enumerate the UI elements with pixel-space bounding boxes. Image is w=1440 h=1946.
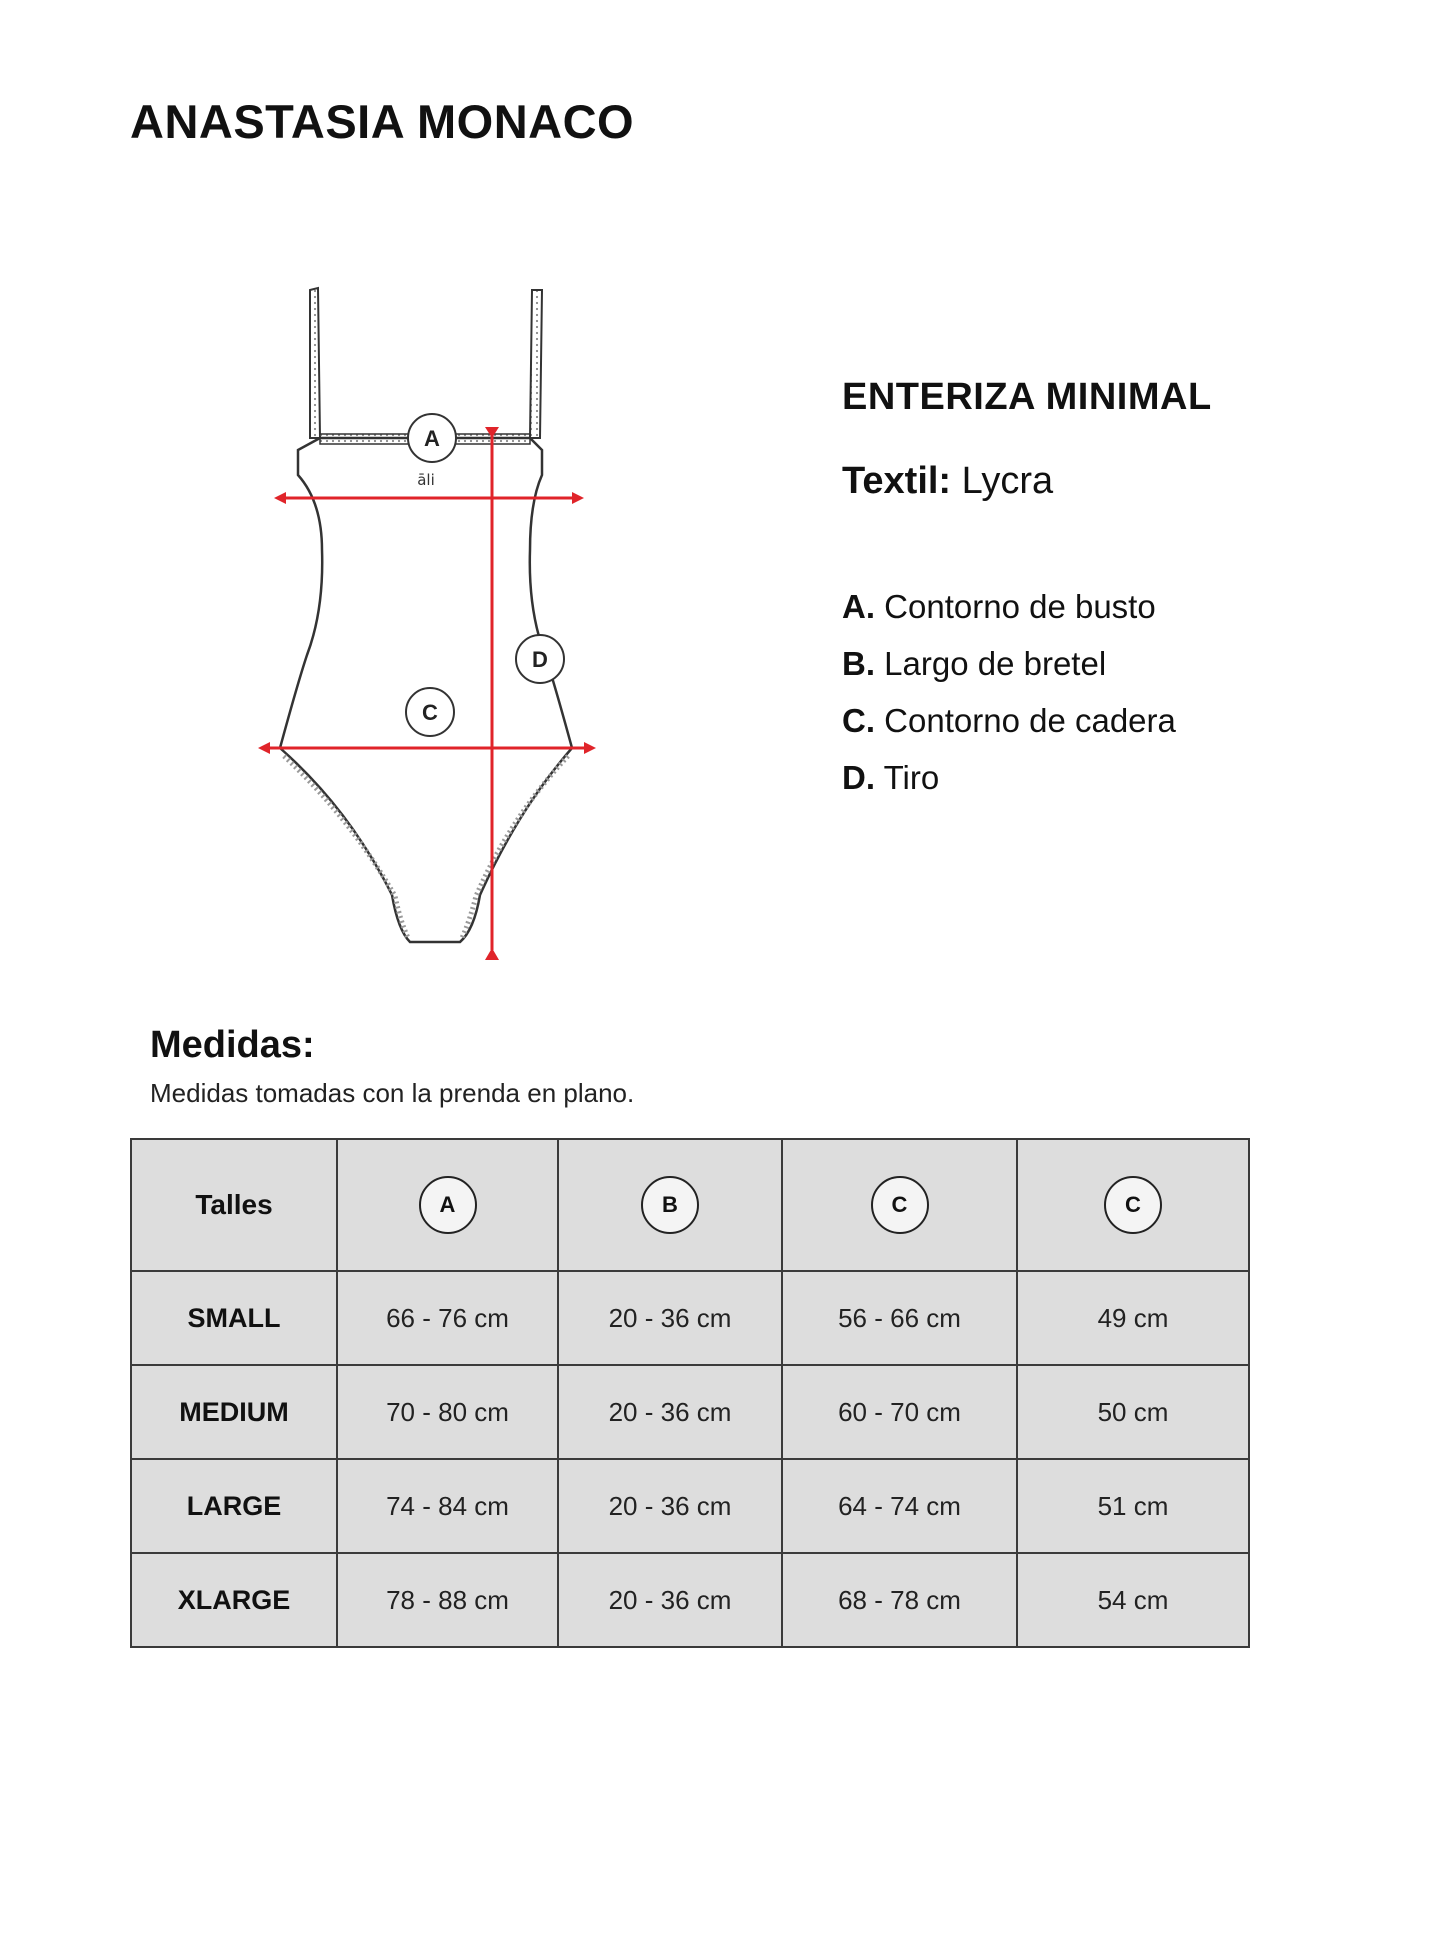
table-cell: 68 - 78 cm bbox=[782, 1553, 1017, 1647]
label-c-marker bbox=[406, 688, 454, 736]
table-row bbox=[131, 1553, 1249, 1647]
table-row bbox=[131, 1365, 1249, 1459]
logo-mark: āli bbox=[417, 471, 435, 489]
table-cell: 20 - 36 cm bbox=[558, 1271, 782, 1365]
table-cell: 20 - 36 cm bbox=[558, 1553, 782, 1647]
svg-text:D: D bbox=[532, 647, 548, 672]
column-header-a: A bbox=[337, 1139, 558, 1271]
table-cell: 54 cm bbox=[1017, 1553, 1249, 1647]
table-cell: 78 - 88 cm bbox=[337, 1553, 558, 1647]
table-cell: 20 - 36 cm bbox=[558, 1365, 782, 1459]
measurements-heading bbox=[150, 1026, 634, 1106]
label-a-marker bbox=[408, 414, 456, 462]
size-cell: XLARGE bbox=[131, 1553, 337, 1647]
table-cell: 49 cm bbox=[1017, 1271, 1249, 1365]
product-info bbox=[842, 378, 1362, 818]
table-cell: 51 cm bbox=[1017, 1459, 1249, 1553]
size-table bbox=[130, 1138, 1250, 1648]
table-cell: 56 - 66 cm bbox=[782, 1271, 1017, 1365]
swimsuit-diagram bbox=[240, 270, 620, 970]
fabric-label: Textil: bbox=[842, 460, 952, 502]
table-cell: 20 - 36 cm bbox=[558, 1459, 782, 1553]
measurement-legend bbox=[842, 590, 1362, 818]
table-cell: 60 - 70 cm bbox=[782, 1365, 1017, 1459]
measurements-note: Medidas tomadas con la prenda en plano. bbox=[150, 1078, 635, 1108]
left-strap bbox=[310, 288, 320, 438]
brand-title: ANASTASIA MONACO bbox=[130, 95, 635, 148]
column-header-c2: C bbox=[1017, 1139, 1249, 1271]
column-header-talles: Talles bbox=[131, 1139, 337, 1271]
measurements-title: Medidas: bbox=[150, 1024, 315, 1066]
table-row bbox=[131, 1271, 1249, 1365]
table-cell: 64 - 74 cm bbox=[782, 1459, 1017, 1553]
size-cell: LARGE bbox=[131, 1459, 337, 1553]
fabric-value: Lycra bbox=[961, 460, 1054, 502]
table-cell: 74 - 84 cm bbox=[337, 1459, 558, 1553]
column-header-c: C bbox=[782, 1139, 1017, 1271]
size-cell: SMALL bbox=[131, 1271, 337, 1365]
table-cell: 70 - 80 cm bbox=[337, 1365, 558, 1459]
legend-item: C. Contorno de cadera bbox=[842, 702, 1176, 739]
legend-item: B. Largo de bretel bbox=[842, 645, 1107, 682]
label-d-marker bbox=[516, 635, 564, 683]
product-name: ENTERIZA MINIMAL bbox=[842, 376, 1212, 418]
table-header-row bbox=[131, 1139, 1249, 1271]
legend-item: D. Tiro bbox=[842, 759, 940, 796]
column-header-b: B bbox=[558, 1139, 782, 1271]
table-cell: 66 - 76 cm bbox=[337, 1271, 558, 1365]
right-strap bbox=[530, 290, 542, 438]
svg-text:C: C bbox=[422, 700, 438, 725]
table-row bbox=[131, 1459, 1249, 1553]
legend-item: A. Contorno de busto bbox=[842, 588, 1156, 625]
fabric-line bbox=[842, 462, 1362, 500]
table-cell: 50 cm bbox=[1017, 1365, 1249, 1459]
size-cell: MEDIUM bbox=[131, 1365, 337, 1459]
svg-text:A: A bbox=[424, 426, 440, 451]
